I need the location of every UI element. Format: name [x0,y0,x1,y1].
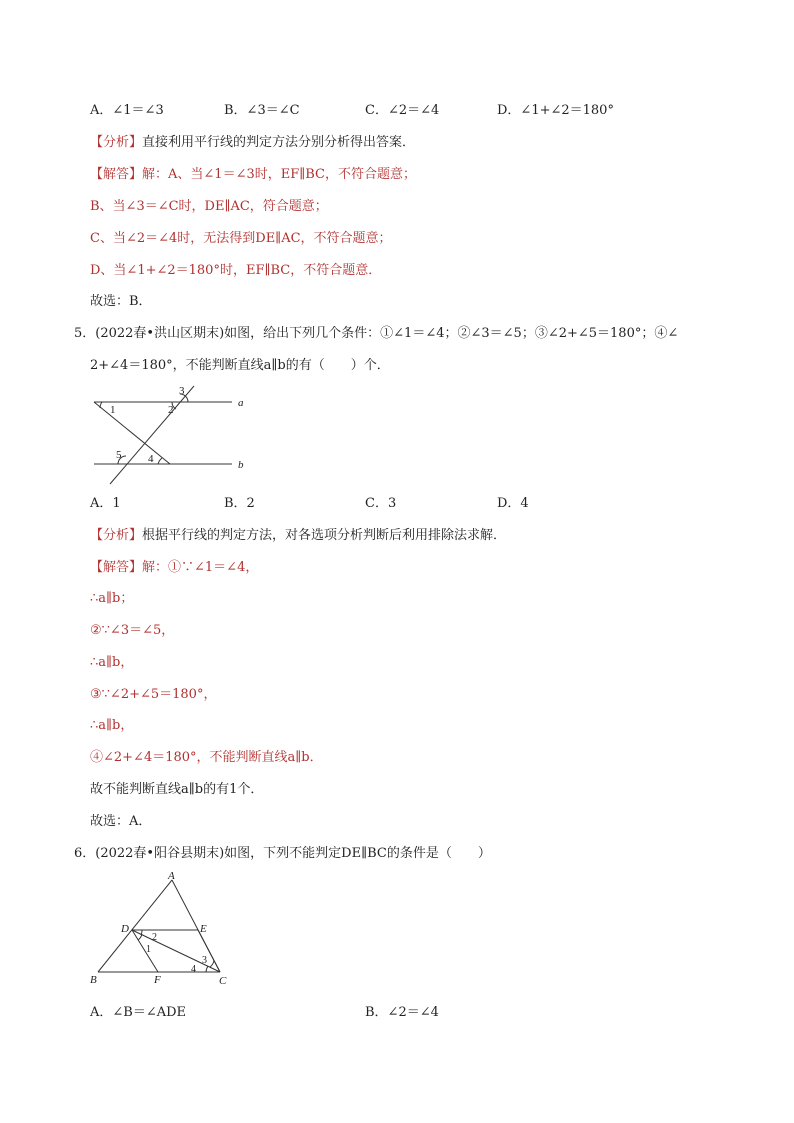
q6-label-1: 1 [146,944,151,955]
q5-answer-line-6: ∴a∥b， [90,718,134,733]
q4-options [90,101,750,121]
q5-stem-line-2: 2+∠4＝180°，不能判断直线a∥b的有（ ）个． [90,358,390,373]
q6-arc-1 [138,934,142,940]
q5-label-3: 3 [179,385,185,397]
q5-label-2: 2 [168,404,174,416]
q5-answer-line-7: ④∠2+∠4＝180°，不能判断直线a∥b． [90,750,323,765]
q5-label-4: 4 [148,453,154,465]
q6-option-a: A．∠B＝∠ADE [90,1005,187,1020]
q5-analysis-text: 根据平行线的判定方法，对各选项分析判断后利用排除法求解． [142,528,507,543]
q4-answer-line-4: D、当∠1+∠2＝180°时，EF∥BC，不符合题意． [90,263,382,278]
q5-answer-line-3: ②∵∠3＝∠5， [90,623,175,638]
q6-label-d: D [121,923,129,935]
q5-answer-tag: 【解答】 [90,560,143,575]
q6-arc-3 [210,960,214,967]
q4-analysis-text: 直接利用平行线的判定方法分别分析得出答案． [142,135,416,150]
q4-answer-line-2: B、当∠3＝∠C时，DE∥AC，符合题意； [90,199,328,214]
q4-answer-line-3: C、当∠2＝∠4时，无法得到DE∥AC，不符合题意； [90,231,392,246]
q5-stem-line-1: 5．(2022春•洪山区期末)如图，给出下列几个条件：①∠1＝∠4；②∠3＝∠5；③∠2+∠5＝180°；④∠ [74,326,679,341]
q5-option-a: A．1 [90,496,121,511]
q5-answer-text-1: 解：①∵∠1＝∠4， [142,560,259,575]
q6-stem: 6．(2022春•阳谷县期末)如图，下列不能判定DE∥BC的条件是（ ） [74,846,491,861]
q4-option-a: A．∠1＝∠3 [90,103,164,118]
q5-transversal-left [94,402,170,464]
q5-analysis [90,526,506,546]
q6-label-e: E [200,923,207,935]
q4-answer-tag: 【解答】 [90,167,143,182]
q4-option-c: C．∠2＝∠4 [365,103,440,118]
q4-analysis-tag: 【分析】 [90,135,143,150]
q5-conclusion: 故不能判断直线a∥b的有1个． [90,782,264,797]
q5-figure [88,382,260,488]
q5-option-b: B．2 [224,496,255,511]
q6-label-4: 4 [191,964,196,975]
q6-options [90,1003,750,1023]
q5-label-5: 5 [116,449,122,461]
q6-label-c: C [219,975,227,987]
q4-option-d: D．∠1+∠2＝180° [497,103,614,118]
q4-answer-line-1 [90,165,416,185]
q6-option-b: B．∠2＝∠4 [365,1005,439,1020]
q5-answer-line-1 [90,558,258,578]
q5-answer-line-4: ∴a∥b， [90,655,134,670]
q6-label-b: B [90,974,97,986]
q4-answer-text-1: 解：A、当∠1＝∠3时，EF∥BC，不符合题意； [142,167,416,182]
q5-transversal-right [110,386,194,484]
q5-arc-4 [158,458,162,464]
q5-answer-line-2: ∴a∥b； [90,591,134,606]
q5-analysis-tag: 【分析】 [90,528,143,543]
q5-label-1: 1 [110,404,116,416]
q4-analysis [90,133,415,153]
q6-label-a: A [168,872,175,882]
q5-option-d: D．4 [497,496,529,511]
q6-label-2: 2 [152,932,157,943]
q4-choice: 故选：B． [90,294,152,309]
q4-option-b: B．∠3＝∠C [224,103,300,118]
q5-choice: 故选：A． [90,814,152,829]
q5-label-a: a [238,397,244,409]
q5-label-b: b [238,459,244,471]
q5-options [90,494,750,514]
q6-label-3: 3 [202,955,207,966]
q6-arc-4 [206,966,208,972]
q6-label-f: F [154,974,161,986]
q6-figure [86,872,236,990]
q5-option-c: C．3 [365,496,397,511]
q5-answer-line-5: ③∵∠2+∠5＝180°， [90,687,217,702]
q6-side-ab [98,880,172,972]
